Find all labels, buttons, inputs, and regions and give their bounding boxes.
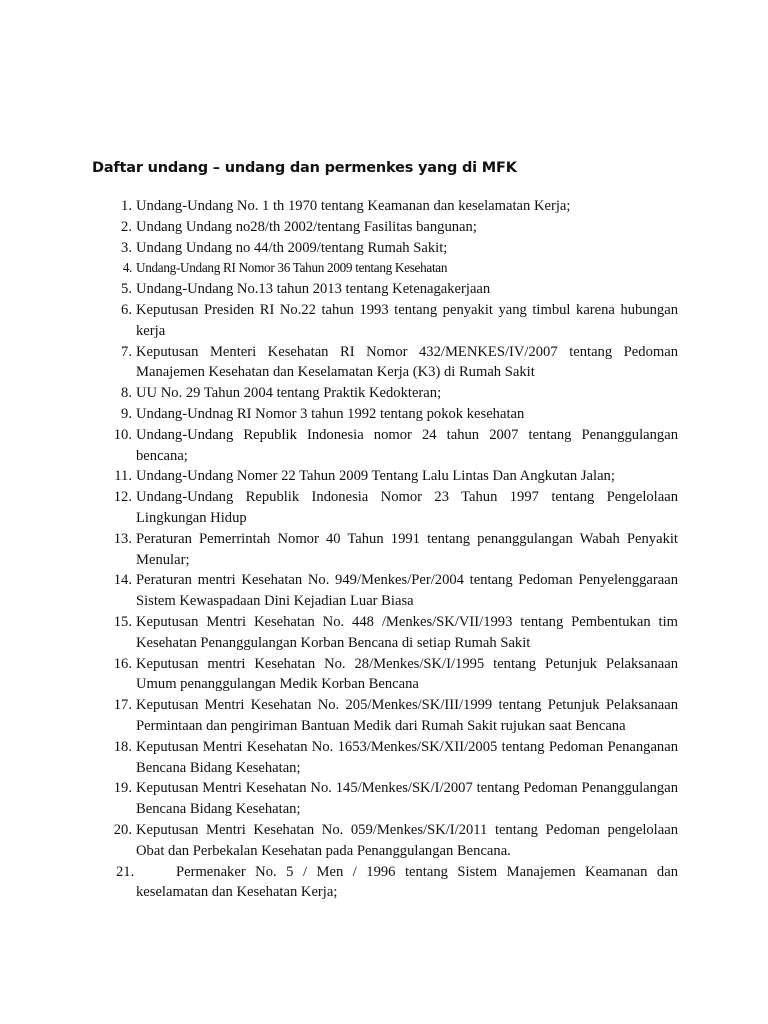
list-item-text: Keputusan Mentri Kesehatan No. 1653/Menkes/SK/XII/2005 tentang Pedoman Penanganan Bencana Bidang Kesehatan; (136, 738, 678, 776)
list-item (104, 529, 678, 571)
list-number: 2. (121, 218, 132, 235)
list-number: 8. (121, 385, 132, 402)
list-number: 18. (113, 738, 132, 755)
list-number: 13. (113, 530, 132, 547)
list-item-text: Keputusan Mentri Kesehatan No. 145/Menkes/SK/I/2007 tentang Pedoman Penanggulangan Bencana Bidang Kesehatan; (136, 780, 678, 818)
regulation-list (104, 196, 678, 903)
list-item-text: Undang-Undang Nomer 22 Tahun 2009 Tentang Lalu Lintas Dan Angkutan Jalan; (136, 468, 615, 485)
list-item-text: Undang-Undang RI Nomor 36 Tahun 2009 tentang Kesehatan (136, 260, 448, 276)
list-item (104, 695, 678, 737)
list-number: 16. (113, 655, 132, 672)
list-item (104, 570, 678, 612)
list-item (104, 404, 678, 425)
list-number: 15. (113, 613, 132, 630)
list-item-text: Undang-Undang Republik Indonesia Nomor 23 Tahun 1997 tentang Pengelolaan Lingkungan Hidup (136, 489, 678, 526)
list-item (104, 612, 678, 654)
list-item-text: Undang Undang no 44/th 2009/tentang Rumah Sakit; (136, 239, 448, 256)
list-item (104, 466, 678, 487)
list-number: 9. (121, 405, 132, 422)
list-item-text: Keputusan Mentri Kesehatan No. 448 /Menkes/SK/VII/1993 tentang Pembentukan tim Kesehatan Penanggulangan Korban Bencana di setiap Rumah Sakit (136, 613, 678, 651)
list-number: 6. (121, 301, 132, 318)
list-item-text: Undang-Undnag RI Nomor 3 tahun 1992 tentang pokok kesehatan (136, 405, 525, 422)
list-item (104, 258, 678, 279)
list-item (104, 217, 678, 238)
list-number: 4. (122, 260, 132, 276)
document-title: Daftar undang – undang dan permenkes yang di MFK (92, 160, 517, 176)
list-number: 20. (113, 821, 132, 838)
list-item-text: Keputusan Presiden RI No.22 tahun 1993 tentang penyakit yang timbul karena hubungan kerja (136, 301, 678, 339)
list-item-text: Undang-Undang Republik Indonesia nomor 24 tahun 2007 tentang Penanggulangan bencana; (136, 426, 678, 464)
list-item-text: Undang-Undang No. 1 th 1970 tentang Keamanan dan keselamatan Kerja; (136, 198, 571, 214)
list-item (104, 300, 678, 342)
list-item (104, 279, 678, 300)
list-item-text: Undang Undang no28/th 2002/tentang Fasilitas bangunan; (136, 218, 477, 235)
list-number: 17. (113, 697, 132, 714)
list-number: 14. (113, 572, 132, 589)
list-number: 7. (121, 343, 132, 360)
list-item-text: Keputusan Mentri Kesehatan No. 205/Menkes/SK/III/1999 tentang Petunjuk Pelaksanaan Permintaan dan pengiriman Bantuan Medik dari Rumah Sakit rujukan saat Bencana (136, 697, 678, 734)
list-item-text: Permenaker No. 5 / Men / 1996 tentang Sistem Manajemen Keamanan dan keselamatan dan Kesehatan Kerja; (136, 863, 678, 901)
list-item-text: Keputusan Mentri Kesehatan No. 059/Menkes/SK/I/2011 tentang Pedoman pengelolaan Obat dan Perbekalan Kesehatan pada Penanggulangan Bencana. (136, 821, 678, 859)
list-item (104, 425, 678, 467)
list-number: 12. (113, 489, 132, 506)
list-number: 19. (113, 780, 132, 797)
list-item (104, 862, 678, 904)
list-item (104, 820, 678, 862)
list-item-text: Peraturan Pemerrintah Nomor 40 Tahun 1991 tentang penanggulangan Wabah Penyakit Menular; (136, 530, 678, 568)
list-number: 1. (121, 198, 132, 214)
list-item (104, 196, 678, 217)
list-item-text: Keputusan Menteri Kesehatan RI Nomor 432/MENKES/IV/2007 tentang Pedoman Manajemen Kesehatan dan Keselamatan Kerja (K3) di Rumah Sakit (136, 343, 678, 381)
list-number: 5. (121, 281, 132, 298)
list-number: 10. (113, 426, 132, 443)
list-item-text: Undang-Undang No.13 tahun 2013 tentang Ketenagakerjaan (136, 281, 491, 298)
list-item (104, 342, 678, 384)
list-item (104, 487, 678, 529)
list-item (104, 238, 678, 259)
list-number: 21. (116, 863, 135, 880)
list-number: 3. (121, 239, 132, 256)
list-item (104, 383, 678, 404)
list-item (104, 778, 678, 820)
list-item-text: UU No. 29 Tahun 2004 tentang Praktik Kedokteran; (136, 385, 442, 402)
list-item (104, 737, 678, 779)
list-item-text: Keputusan mentri Kesehatan No. 28/Menkes/SK/I/1995 tentang Petunjuk Pelaksanaan Umum penanggulangan Medik Korban Bencana (136, 655, 678, 693)
list-item-text: Peraturan mentri Kesehatan No. 949/Menkes/Per/2004 tentang Pedoman Penyelenggaraan Sistem Kewaspadaan Dini Kejadian Luar Biasa (136, 572, 678, 610)
list-number: 11. (114, 468, 132, 485)
list-item (104, 654, 678, 696)
